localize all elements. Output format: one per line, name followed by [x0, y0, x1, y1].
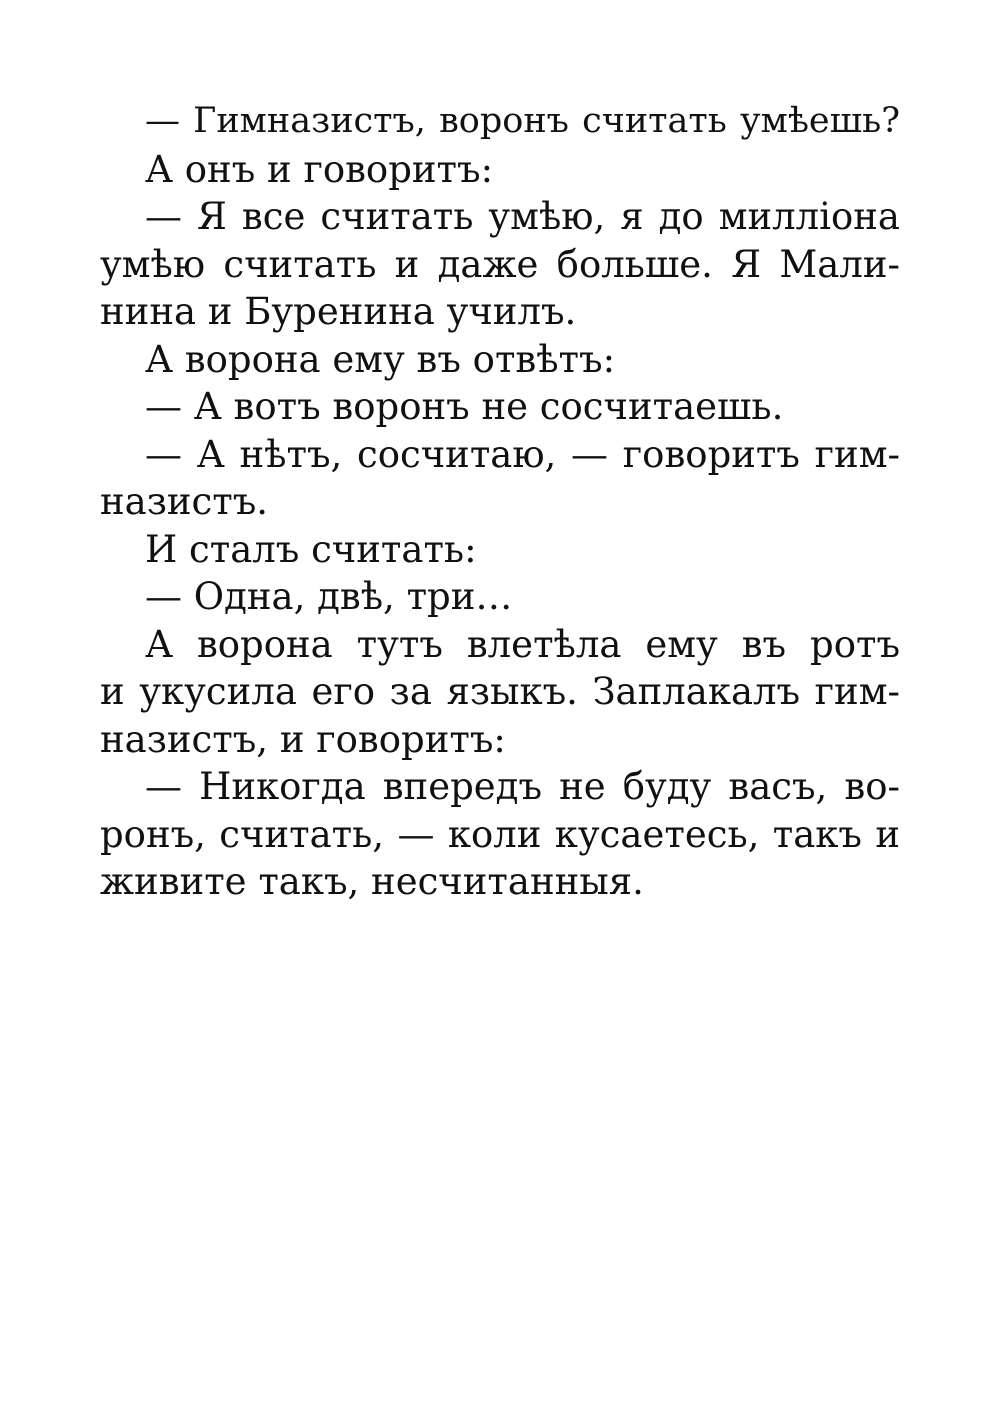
text-line: назистъ, и говоритъ: — [100, 717, 506, 761]
text-line: А ворона тутъ влетѣла ему въ ротъ — [145, 622, 900, 666]
text-line: А ворона ему въ отвѣтъ: — [145, 337, 616, 381]
text-line: — А вотъ воронъ не сосчитаешь. — [145, 385, 784, 428]
text-line: А онъ и говоритъ: — [145, 147, 494, 191]
text-line: назистъ. — [100, 480, 269, 523]
text-line: — Гимназистъ, воронъ считать умѣешь? — [145, 101, 900, 141]
text-line: И сталъ считать: — [145, 527, 477, 571]
text-line: нина и Буренина училъ. — [100, 290, 577, 333]
text-line: — Я все считать умѣю, я до милліона — [145, 195, 900, 238]
text-line: — Одна, двѣ, три… — [145, 575, 513, 618]
text-line: и укусила его за языкъ. Заплакалъ гим- — [100, 670, 900, 713]
text-line: — Никогда впередъ не буду васъ, во- — [145, 765, 900, 808]
text-line: ронъ, считать, — коли кусаетесь, такъ и — [100, 812, 900, 856]
story-text — [100, 98, 900, 906]
text-line: умѣю считать и даже больше. Я Мали- — [100, 242, 900, 286]
text-line: живите такъ, несчитанныя. — [100, 860, 644, 903]
text-line: — А нѣтъ, сосчитаю, — говоритъ гим- — [145, 432, 900, 476]
